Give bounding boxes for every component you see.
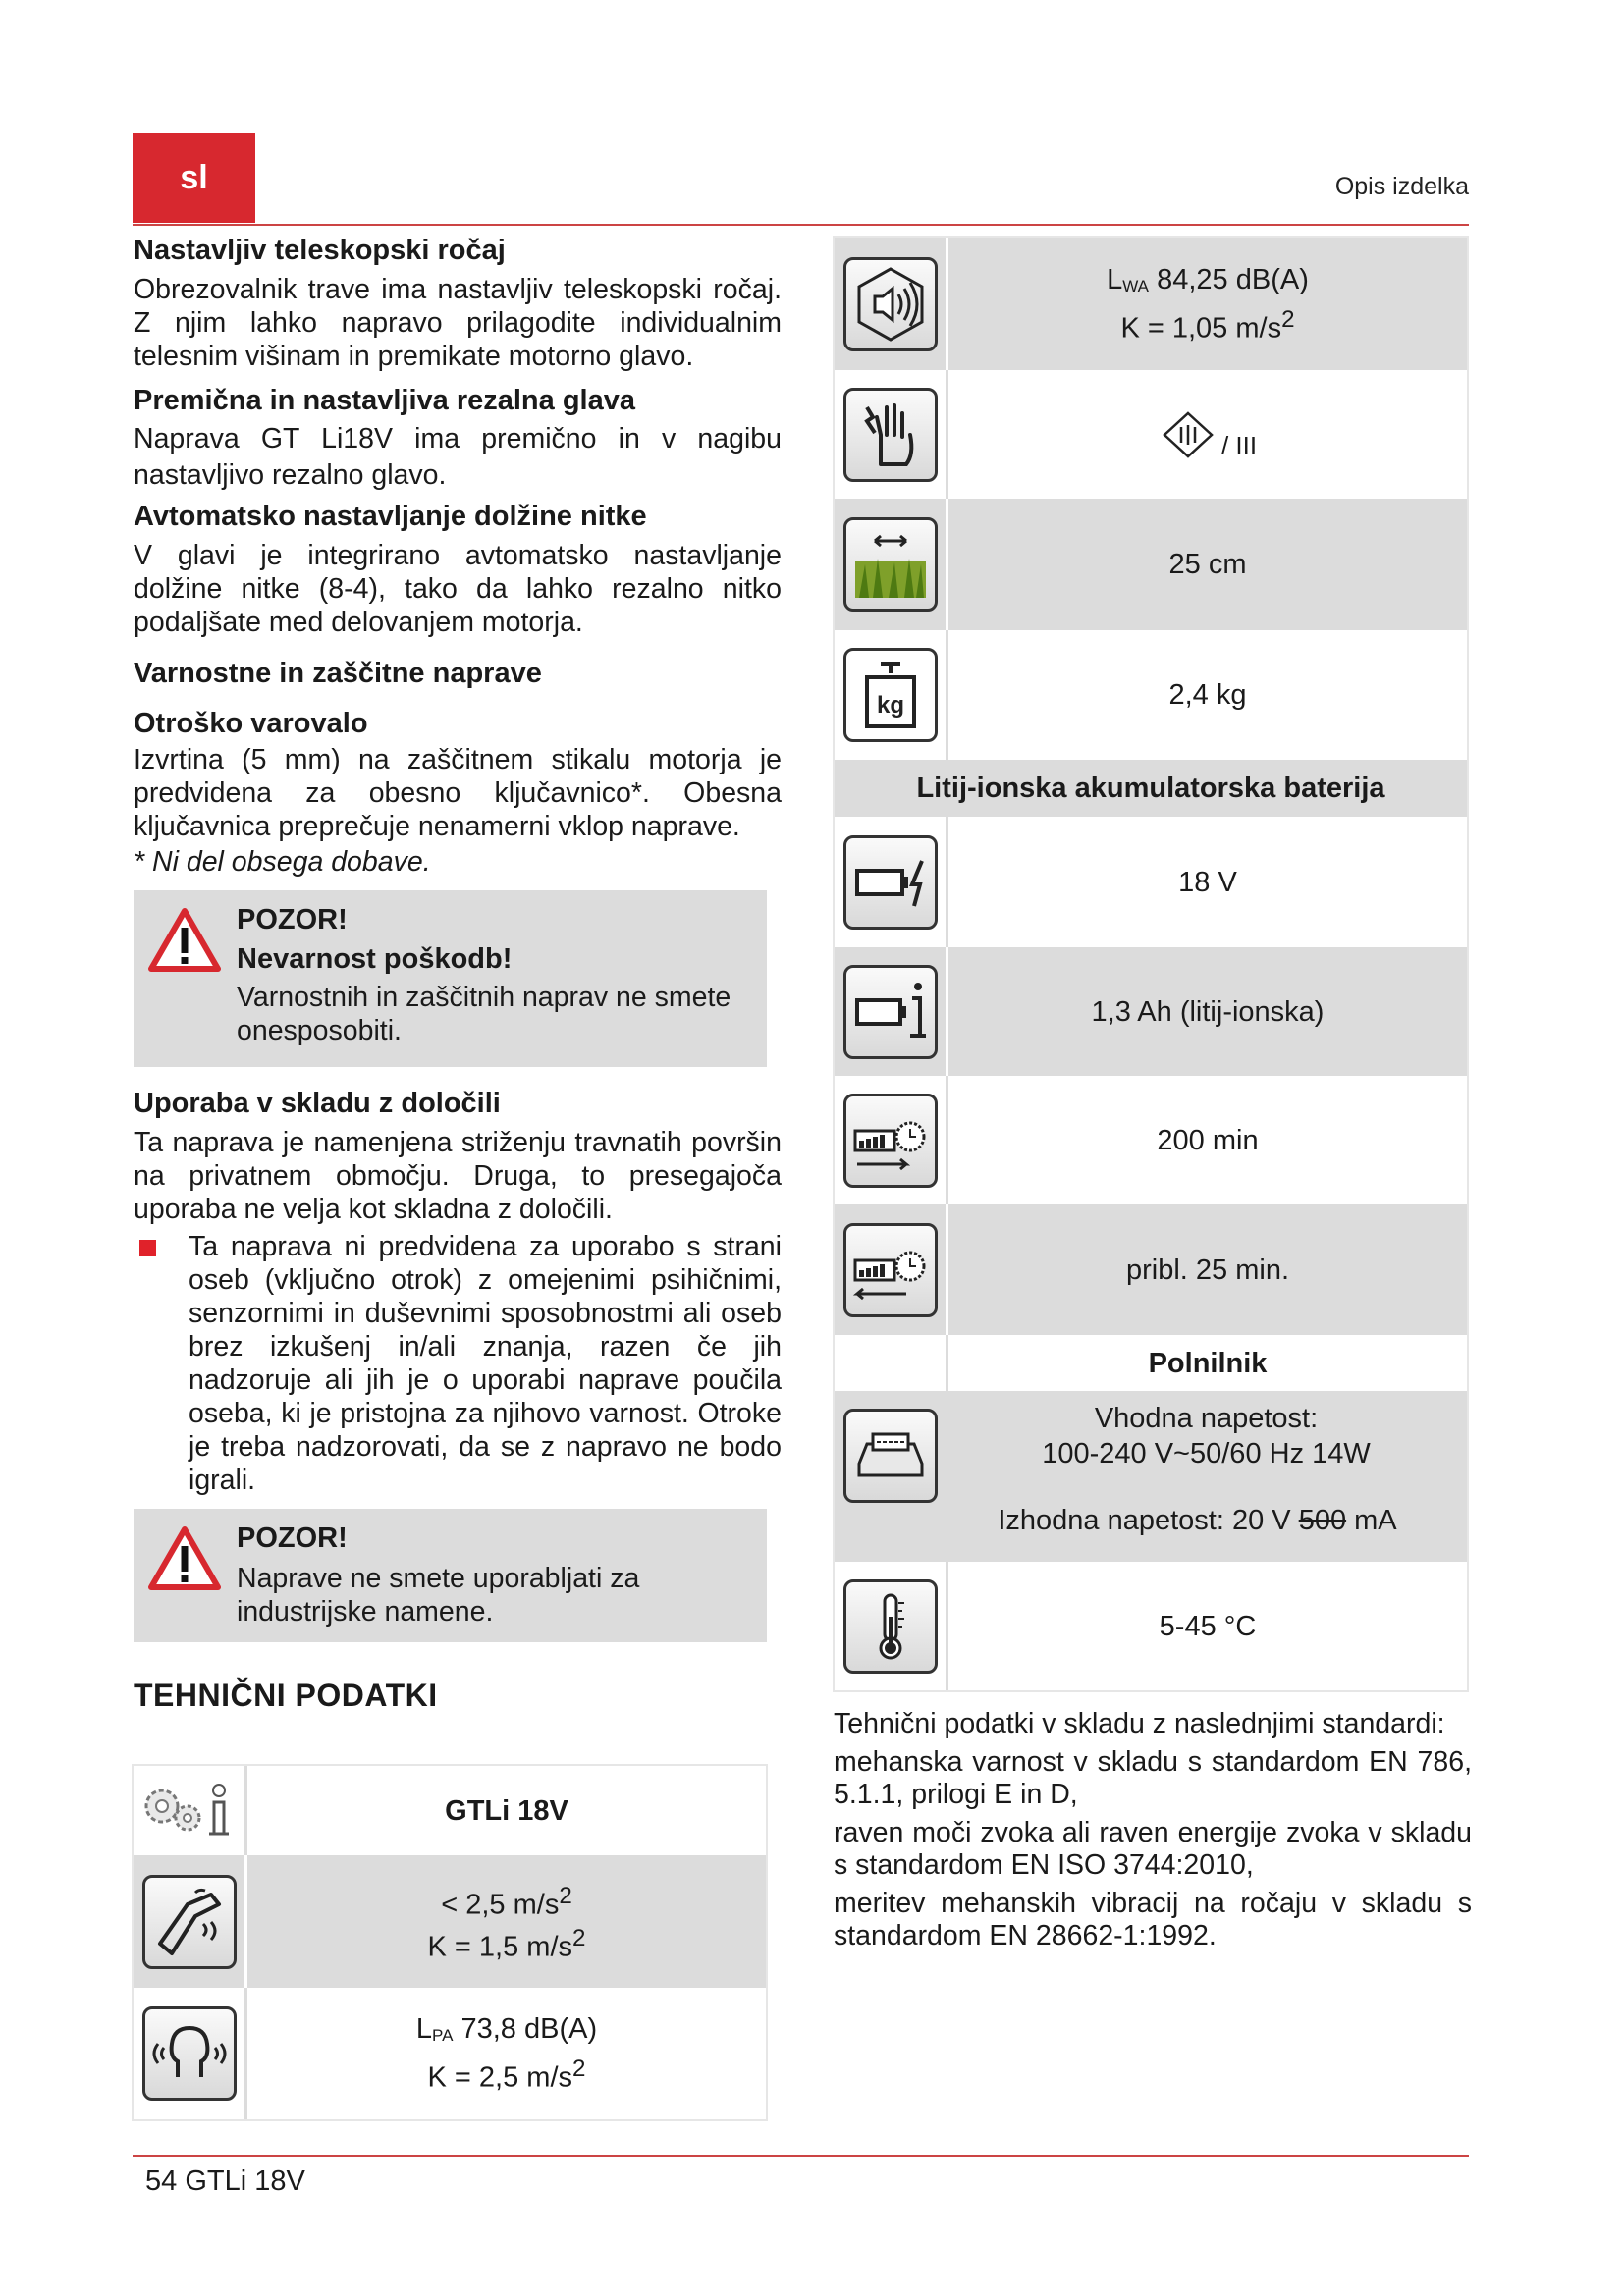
table-row (835, 1076, 1467, 1204)
warning-triangle-icon (147, 906, 222, 973)
output-current-struck: 500 (1298, 1505, 1347, 1536)
table-row (835, 817, 1467, 947)
sound-power-cell (946, 238, 1467, 370)
technical-data-title: TEHNIČNI PODATKI (134, 1678, 438, 1713)
output-current-unit: mA (1346, 1505, 1397, 1536)
protection-class-iii-icon (1159, 409, 1218, 460)
warning-title: POZOR! (237, 1522, 348, 1554)
table-row (835, 238, 1467, 370)
table-icon-cell (835, 238, 946, 370)
vibration-value: < 2,5 m/s (441, 1889, 560, 1921)
table-row (835, 1335, 1467, 1391)
heading-intended-use: Uporaba v skladu z določili (134, 1088, 501, 1119)
table-row (134, 1855, 766, 1988)
text-cutting-head: Naprava GT Li18V ima premično in v nagibu nastavljivo rezalno glavo. (134, 423, 782, 491)
table-row (835, 499, 1467, 630)
output-voltage (928, 1505, 1467, 1537)
battery-capacity-value: 1,3 Ah (litij-ionska) (946, 947, 1467, 1076)
protection-class-value: / III (1220, 430, 1258, 460)
table-row (835, 947, 1467, 1076)
lpa-value: 73,8 dB(A) (453, 2013, 598, 2046)
table-icon-cell (134, 1766, 244, 1855)
lpa-uncertainty: K = 2,5 m/s (427, 2061, 573, 2094)
svg-text:kg: kg (876, 692, 904, 719)
table-icon-cell (835, 1076, 946, 1204)
lpa-subscript: PA (432, 2026, 454, 2046)
warning-triangle-icon (147, 1524, 222, 1591)
standards-section (834, 1708, 1472, 1958)
thermometer-icon (843, 1579, 938, 1674)
battery-voltage-icon (843, 835, 938, 930)
heading-safety-devices: Varnostne in zaščitne naprave (134, 658, 542, 689)
electric-hazard-hand-icon (843, 388, 938, 482)
warning-text: Naprave ne smete uporabljati za industrijske namene. (237, 1563, 640, 1628)
lwa-subscript: WA (1122, 276, 1150, 295)
table-row (835, 370, 1467, 499)
table-icon-cell (134, 1988, 244, 2119)
bullet-square-icon (139, 1240, 156, 1256)
technical-data-table-right (833, 236, 1469, 1692)
output-voltage-text: Izhodna napetost: 20 V (998, 1505, 1299, 1536)
standard-vibration: meritev mehanskih vibracij na ročaju v skladu s standardom EN 28662-1:1992. (834, 1888, 1472, 1951)
note-not-included: * Ni del obsega dobave. (134, 846, 431, 878)
list-item (134, 1230, 782, 1497)
charger-icon (843, 1409, 938, 1503)
heading-cutting-head: Premična in nastavljiva rezalna glava (134, 385, 635, 416)
protection-class-cell (946, 370, 1467, 499)
warning-subtitle: Nevarnost poškodb! (237, 943, 513, 975)
charging-time-value: pribl. 25 min. (946, 1204, 1467, 1335)
runtime-value: 200 min (946, 1076, 1467, 1204)
warning-box-industrial (134, 1509, 767, 1642)
table-row (835, 1562, 1467, 1690)
table-icon-cell (835, 630, 946, 760)
lpa-uncertainty-exponent: 2 (572, 2056, 586, 2083)
battery-section-header: Litij-ionska akumulatorska baterija (916, 773, 1385, 804)
model-name: GTLi 18V (244, 1766, 766, 1855)
gears-info-icon (140, 1777, 239, 1845)
table-row (835, 1391, 1467, 1562)
charger-voltage-cell (946, 1391, 1467, 1562)
heading-child-lock: Otroško varovalo (134, 708, 368, 739)
table-row (134, 1766, 766, 1855)
header-rule (133, 224, 1469, 226)
table-row (835, 760, 1467, 817)
table-icon-cell (835, 499, 946, 630)
page-footer: 54 GTLi 18V (145, 2165, 305, 2197)
vibration-unit-exponent: 2 (559, 1882, 572, 1909)
table-row (835, 1204, 1467, 1335)
weight-kg-icon (843, 648, 938, 742)
charger-section-header: Polnilnik (946, 1335, 1467, 1391)
warning-box-injury (134, 890, 767, 1067)
text-line-feed: V glavi je integrirano avtomatsko nastavljanje dolžine nitke (8-4), tako da lahko rezalno nitko podaljšate med delovanjem motorja. (134, 540, 782, 638)
table-icon-cell (835, 1204, 946, 1335)
table-icon-cell (835, 370, 946, 499)
lpa-symbol: L (415, 2013, 433, 2046)
text-telescopic-handle: Obrezovalnik trave ima nastavljiv teleskopski ročaj. Z njim lahko napravo prilagodite individualnim telesnim višinam in premikate motorno glavo. (134, 274, 782, 372)
input-voltage-label: Vhodna napetost: (1094, 1403, 1319, 1434)
battery-capacity-info-icon (843, 965, 938, 1059)
sound-pressure-cell (244, 1988, 766, 2119)
left-column (134, 232, 782, 1714)
footer-rule (133, 2155, 1469, 2157)
charging-time-icon (843, 1223, 938, 1317)
table-row (835, 630, 1467, 760)
hand-arm-vibration-icon (142, 1875, 237, 1969)
battery-runtime-icon (843, 1094, 938, 1188)
sound-power-icon (843, 257, 938, 351)
temperature-value: 5-45 °C (946, 1562, 1467, 1690)
vibration-uncertainty-exponent: 2 (572, 1924, 586, 1951)
lwa-value: 84,25 dB(A) (1149, 263, 1309, 295)
table-icon-cell (835, 1335, 946, 1391)
text-intended-use: Ta naprava je namenjena striženju travnatih površin na privatnem območju. Druga, to presegajoča uporaba ne velja kot skladna z določili. (134, 1127, 782, 1225)
standards-intro: Tehnični podatki v skladu z naslednjimi standardi: (834, 1708, 1445, 1739)
battery-voltage-value: 18 V (946, 817, 1467, 947)
table-icon-cell (835, 1562, 946, 1690)
cutting-width-grass-icon (843, 517, 938, 612)
vibration-uncertainty: K = 1,5 m/s (427, 1931, 573, 1963)
vibration-value-cell (244, 1855, 766, 1988)
lwa-uncertainty: K = 1,05 m/s (1120, 312, 1282, 345)
text-child-lock: Izvrtina (5 mm) na zaščitnem stikalu motorja je predvidena za obesno ključavnico*. Obesna ključavnica preprečuje nenamerni vklop naprave. (134, 744, 782, 842)
table-icon-cell (835, 817, 946, 947)
cutting-width-value: 25 cm (946, 499, 1467, 630)
lwa-uncertainty-exponent: 2 (1281, 305, 1295, 333)
warning-text: Varnostnih in zaščitnih naprav ne smete onesposobiti. (237, 982, 731, 1046)
sound-pressure-head-icon (142, 2006, 237, 2101)
section-label: Opis izdelka (1334, 173, 1469, 200)
table-icon-cell (134, 1855, 244, 1988)
technical-data-table-left (132, 1764, 768, 2121)
table-row (134, 1988, 766, 2119)
heading-telescopic-handle: Nastavljiv teleskopski ročaj (134, 235, 506, 266)
language-tab: sl (133, 133, 255, 223)
input-voltage-value: 100-240 V~50/60 Hz 14W (1042, 1438, 1371, 1469)
list-item-text: Ta naprava ni predvidena za uporabo s strani oseb (vključno otrok) z omejenimi psihičnimi, senzornimi in duševnimi sposobnostmi ali oseb brez izkušenj in/ali znanja, razen če jih nadzoruje ali jih je o uporabi naprave poučila oseba, ki je pristojna za njihovo varnost. Otroke je treba nadzorovati, da se z napravo ne bodo igrali. (189, 1231, 782, 1496)
warning-title: POZOR! (237, 904, 348, 935)
standard-sound: raven moči zvoka ali raven energije zvoka v skladu s standardom EN ISO 3744:2010, (834, 1817, 1472, 1881)
weight-value: 2,4 kg (946, 630, 1467, 760)
table-icon-cell (835, 947, 946, 1076)
lwa-symbol: L (1107, 263, 1123, 295)
standard-mechanical: mehanska varnost v skladu s standardom EN 786, 5.1.1, prilogi E in D, (834, 1746, 1472, 1810)
heading-line-feed: Avtomatsko nastavljanje dolžine nitke (134, 501, 647, 532)
